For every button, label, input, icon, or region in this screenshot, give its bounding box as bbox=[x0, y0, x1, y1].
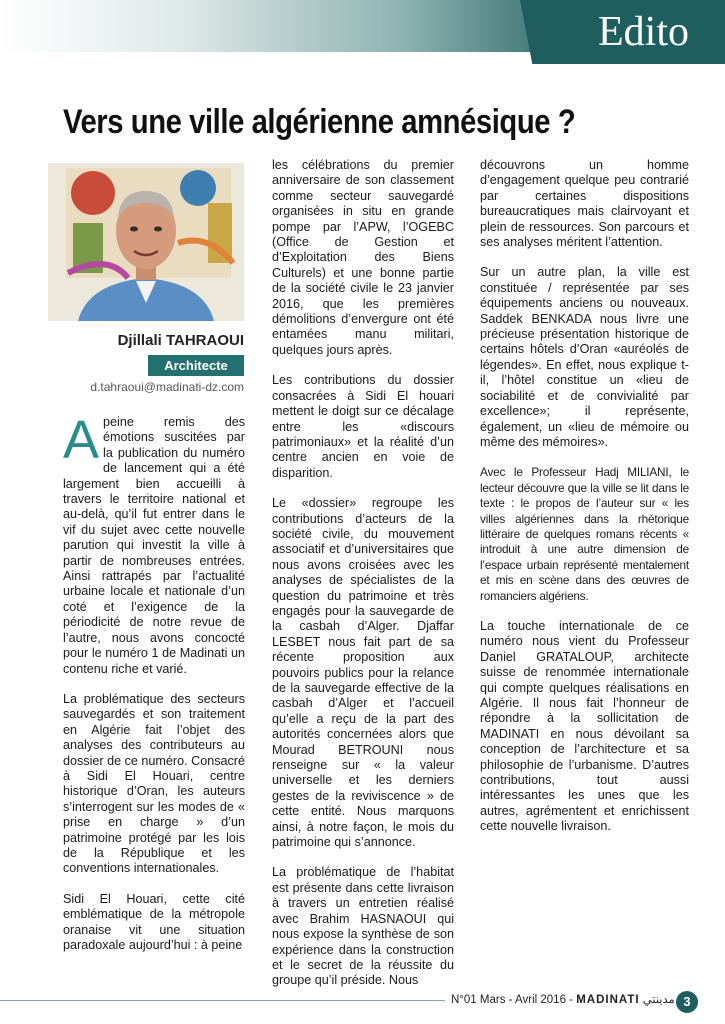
paragraph: découvrons un homme d’engagement quelque peu contrarié par certaines dispositions bureaucratiques mais clairvoyant et plein de ressources. Son parcours et ses analyses méritent l’attention. bbox=[480, 158, 689, 250]
paragraph: Le «dossier» regroupe les contributions d’acteurs de la société civile, du mouvement associatif et d’universitaires que nous avons croisées avec les analyses de spécialistes de la question du patrimoine et très engagés pour la sauvegarde de la casbah d’Alger. Djaffar LESBET nous fait part de sa récente proposition aux pouvoirs publics pour la relance de la sauvegarde effective de la casbah d’Alger et l’accueil qu’elle a reçu de la part des autorités concernées alors que Mourad BETROUNI nous renseigne sur « la valeur universelle et les derniers gestes de la reviviscence » de cette entité. Nous marquons ainsi, à notre façon, le mois du patrimoine qui s’annonce. bbox=[272, 496, 454, 850]
footer-issue: N°01 Mars - Avril 2016 - MADINATI مدينتي bbox=[451, 994, 675, 1006]
page-number: 3 bbox=[676, 991, 698, 1013]
author-photo bbox=[48, 163, 244, 321]
text-column-3 bbox=[480, 158, 689, 850]
text-column-1 bbox=[63, 410, 246, 968]
paragraph: La problématique de l’habitat est présente dans cette livraison à travers un entretien réalisé avec Brahim HASNAOUI qui nous expose la synthèse de son expérience dans la construction et le secret de la réussite du groupe qu’il préside. Nous bbox=[272, 865, 454, 988]
author-email[interactable]: d.tahraoui@madinati-dz.com bbox=[90, 380, 244, 394]
author-name: Djillali TAHRAOUI bbox=[117, 332, 244, 349]
author-role-badge: Architecte bbox=[148, 355, 244, 376]
paragraph: Les contributions du dossier consacrées à Sidi El houari mettent le doigt sur ce décalage entre les «discours patrimoniaux» et la réalité d’un centre ancien en voie de disparition. bbox=[272, 373, 454, 480]
paragraph: La problématique des secteurs sauvegardés et son traitement en Algérie fait l’objet des analyses des contributeurs au dossier de ce numéro. Consacré à Sidi El Houari, centre historique d’Oran, les auteurs s’interrogent sur les modes de « prise en charge » d’un patrimoine protégé par les lois de la République et les conventions internationales. bbox=[63, 691, 246, 876]
brand-logo: MADINATI bbox=[576, 994, 640, 1006]
article-title: Vers une ville algérienne amnésique ? bbox=[63, 103, 576, 141]
paragraph: Sidi El Houari, cette cité emblématique de la métropole oranaise vit une situation paradoxale aujourd’hui : à peine bbox=[63, 891, 245, 952]
footer-divider bbox=[0, 1000, 445, 1001]
brand-logo-arabic: مدينتي bbox=[642, 994, 675, 1006]
paragraph: Avec le Professeur Hadj MILIANI, le lecteur découvre que la ville se lit dans le texte : le propos de l’auteur sur « les villes algériennes dans la rhétorique littéraire de quelques romans récents « introduit à une autre dimension de l’espace urbain représenté mentalement et mis en scène dans des œuvres de romanciers algériens. bbox=[480, 465, 689, 603]
paragraph: Apeine remis des émotions suscitées par la publication du numéro de lancement qui a été largement bien accueilli à travers le territoire national et au-delà, qu’il fut entrer dans le vif du sujet avec cette nouvelle parution qui investit la ville à partir de nombreuses entrées. Ainsi rattrapés par l’actualité urbaine locale et nationale d’un coté et l’exigence de la périodicité de notre revue de l’autre, nous avons concocté pour le numéro 1 de Madinati un contenu riche et varié. bbox=[63, 410, 245, 676]
section-label: Edito bbox=[598, 9, 689, 55]
drop-cap: A bbox=[63, 410, 100, 470]
paragraph: Sur un autre plan, la ville est constituée / représentée par ses équipements anciens ou nouveaux. Saddek BENKADA nous livre une précieuse présentation historique de certains hôtels d’Oran «auréolés de légendes». En effet, nous explique t-il, l’hôtel constitue un «lieu de sociabilité et de convivialité par excellence»; il représente, également, un «lieu de mémoire ou même des mémoires». bbox=[480, 265, 689, 449]
text-column-2 bbox=[272, 158, 454, 1004]
paragraph: les célébrations du premier anniversaire de son classement comme secteur sauvegardé organisées in situ en grande pompe par l’APW, l’OGEBC (Office de Gestion et d’Exploitation des Biens Culturels) et une bonne partie de la société civile le 23 janvier 2016, que les premières démolitions d’envergure ont été entamées manu militari, quelques jours après. bbox=[272, 158, 454, 357]
paragraph: La touche internationale de ce numéro nous vient du Professeur Daniel GRATALOUP, architecte suisse de renommée internationale qui compte quelques réalisations en Algérie. Il nous fait l’honneur de répondre à la sollicitation de MADINATI en nous dévoilant sa conception de l’architecture et sa philosophie de l’urbanisme. D’autres contributions, tout aussi intéressantes les unes que les autres, agrémentent et enrichissent cette nouvelle livraison. bbox=[480, 618, 689, 834]
